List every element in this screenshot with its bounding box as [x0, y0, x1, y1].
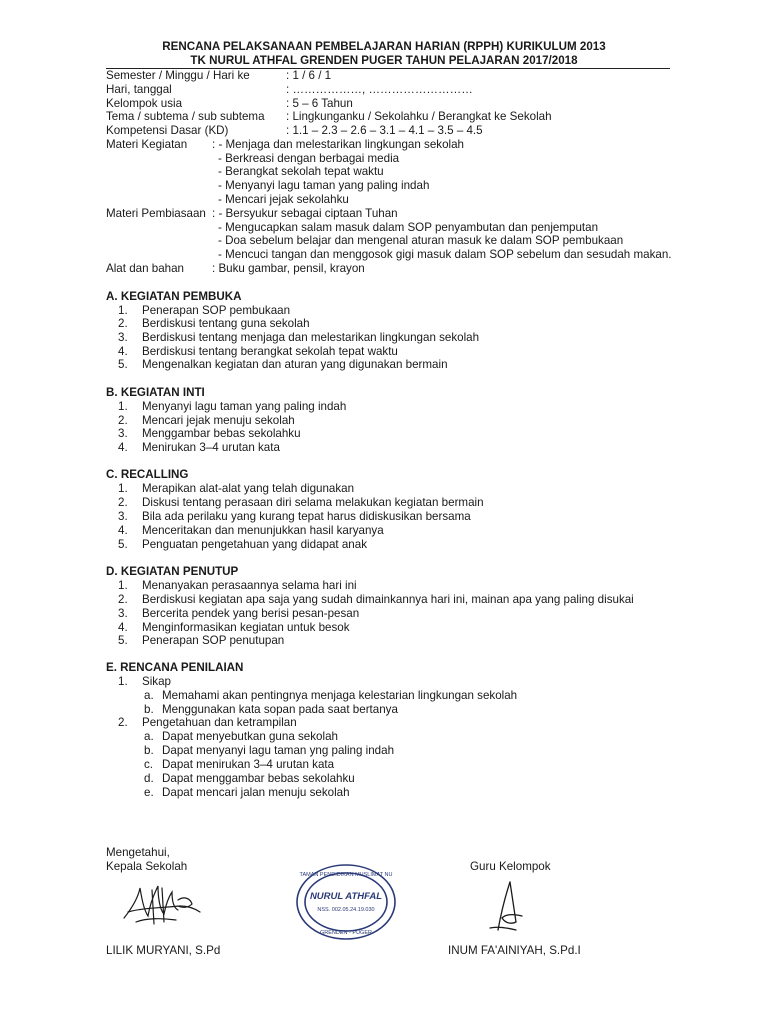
list-item: Penerapan SOP pembukaan: [142, 304, 291, 317]
info-label-semester: Semester / Minggu / Hari ke: [106, 69, 250, 82]
info-label-kelompok: Kelompok usia: [106, 97, 183, 110]
list-item: Bila ada perilaku yang kurang tepat harus didiskusikan bersama: [142, 510, 471, 523]
list-number: 5.: [118, 538, 128, 551]
sublist-letter: e.: [144, 786, 154, 799]
list-number: 2.: [118, 496, 128, 509]
info-value-hari: : ………………, ………………………: [286, 83, 473, 96]
list-number: 1.: [118, 482, 128, 495]
kepala-sekolah-name: LILIK MURYANI, S.Pd: [106, 944, 221, 957]
materi-kegiatan-item: - Berkreasi dengan berbagai media: [218, 152, 400, 165]
list-item: Diskusi tentang perasaan diri selama melakukan kegiatan bermain: [142, 496, 484, 509]
list-item: Mengenalkan kegiatan dan aturan yang digunakan bermain: [142, 358, 448, 371]
kepala-sekolah-label: Kepala Sekolah: [106, 860, 188, 873]
sublist-letter: d.: [144, 772, 154, 785]
list-item: Menanyakan perasaannya selama hari ini: [142, 579, 357, 592]
info-label-kd: Kompetensi Dasar (KD): [106, 124, 229, 137]
materi-pembiasaan-label: Materi Pembiasaan: [106, 207, 206, 220]
kepala-signature: [118, 878, 208, 934]
section-b-title: B. KEGIATAN INTI: [106, 386, 205, 399]
document-title-line2: TK NURUL ATHFAL GRENDEN PUGER TAHUN PELAJARAN 2017/2018: [190, 54, 578, 67]
list-item: Penguatan pengetahuan yang didapat anak: [142, 538, 367, 551]
sublist-item: Dapat menggambar bebas sekolahku: [162, 772, 355, 785]
list-item: Berdiskusi kegiatan apa saja yang sudah dimainkannya hari ini, mainan apa yang paling disukai: [142, 593, 634, 606]
list-number: 2.: [118, 414, 128, 427]
list-number: 1.: [118, 675, 128, 688]
info-value-kd: : 1.1 – 2.3 – 2.6 – 3.1 – 4.1 – 3.5 – 4.5: [286, 124, 483, 137]
materi-pembiasaan-item: - Mencuci tangan dan menggosok gigi masuk dalam SOP sebelum dan sesudah makan.: [218, 248, 672, 261]
sublist-item: Menggunakan kata sopan pada saat bertanya: [162, 703, 398, 716]
list-number: 2.: [118, 593, 128, 606]
sublist-item: Dapat mencari jalan menuju sekolah: [162, 786, 350, 799]
guru-kelompok-label: Guru Kelompok: [470, 860, 551, 873]
stamp-bottom-text: GRENDEN - PUGER: [320, 930, 372, 936]
materi-pembiasaan-item: - Doa sebelum belajar dan mengenal aturan masuk ke dalam SOP pembukaan: [218, 234, 624, 247]
stamp-school-name: NURUL ATHFAL: [309, 891, 383, 902]
school-stamp: [294, 862, 398, 942]
sublist-item: Dapat menirukan 3–4 urutan kata: [162, 758, 335, 771]
sublist-letter: c.: [144, 758, 154, 771]
alat-value: : Buku gambar, pensil, krayon: [212, 262, 365, 275]
materi-kegiatan-label: Materi Kegiatan: [106, 138, 188, 151]
list-item: Merapikan alat-alat yang telah digunakan: [142, 482, 355, 495]
materi-kegiatan-item: - Menyanyi lagu taman yang paling indah: [218, 179, 430, 192]
sublist-item: Memahami akan pentingnya menjaga kelestarian lingkungan sekolah: [162, 689, 518, 702]
sublist-item: Dapat menyebutkan guna sekolah: [162, 730, 338, 743]
materi-pembiasaan-item: : - Bersyukur sebagai ciptaan Tuhan: [212, 207, 398, 220]
info-value-kelompok: : 5 – 6 Tahun: [286, 97, 353, 110]
list-number: 4.: [118, 524, 128, 537]
alat-label: Alat dan bahan: [106, 262, 185, 275]
list-number: 4.: [118, 441, 128, 454]
guru-kelompok-name: INUM FA'AINIYAH, S.Pd.I: [448, 944, 581, 957]
sublist-item: Dapat menyanyi lagu taman yng paling indah: [162, 744, 395, 757]
list-number: 4.: [118, 345, 128, 358]
materi-pembiasaan-item: - Mengucapkan salam masuk dalam SOP penyambutan dan penjemputan: [218, 221, 599, 234]
list-item: Menceritakan dan menunjukkan hasil karyanya: [142, 524, 384, 537]
list-item: Penerapan SOP penutupan: [142, 634, 285, 647]
stamp-top-text: TAMAN PENDIDIKAN MUSLIMAT NU: [299, 872, 393, 878]
info-label-tema: Tema / subtema / sub subtema: [106, 110, 265, 123]
list-item: Menggambar bebas sekolahku: [142, 427, 301, 440]
list-item: Berdiskusi tentang guna sekolah: [142, 317, 310, 330]
list-number: 3.: [118, 427, 128, 440]
list-number: 5.: [118, 358, 128, 371]
info-value-tema: : Lingkunganku / Sekolahku / Berangkat ke Sekolah: [286, 110, 552, 123]
mengetahui-label: Mengetahui,: [106, 846, 170, 859]
info-value-semester: : 1 / 6 / 1: [286, 69, 332, 82]
list-item: Berdiskusi tentang menjaga dan melestarikan lingkungan sekolah: [142, 331, 480, 344]
list-number: 5.: [118, 634, 128, 647]
list-item: Berdiskusi tentang berangkat sekolah tepat waktu: [142, 345, 398, 358]
list-item: Menginformasikan kegiatan untuk besok: [142, 621, 350, 634]
list-item: Pengetahuan dan ketrampilan: [142, 716, 297, 729]
materi-kegiatan-item: - Berangkat sekolah tepat waktu: [218, 165, 384, 178]
list-item: Menyanyi lagu taman yang paling indah: [142, 400, 347, 413]
list-item: Bercerita pendek yang berisi pesan-pesan: [142, 607, 360, 620]
list-number: 4.: [118, 621, 128, 634]
list-number: 3.: [118, 331, 128, 344]
list-item: Mencari jejak menuju sekolah: [142, 414, 295, 427]
materi-kegiatan-item: : - Menjaga dan melestarikan lingkungan sekolah: [212, 138, 464, 151]
list-item: Menirukan 3–4 urutan kata: [142, 441, 280, 454]
list-number: 1.: [118, 400, 128, 413]
list-number: 2.: [118, 716, 128, 729]
list-number: 3.: [118, 510, 128, 523]
sublist-letter: a.: [144, 730, 154, 743]
section-e-title: E. RENCANA PENILAIAN: [106, 661, 244, 674]
sublist-letter: a.: [144, 689, 154, 702]
list-number: 3.: [118, 607, 128, 620]
list-number: 2.: [118, 317, 128, 330]
materi-kegiatan-item: - Mencari jejak sekolahku: [218, 193, 349, 206]
list-number: 1.: [118, 304, 128, 317]
section-c-title: C. RECALLING: [106, 468, 189, 481]
sublist-letter: b.: [144, 744, 154, 757]
section-d-title: D. KEGIATAN PENUTUP: [106, 565, 239, 578]
list-item: Sikap: [142, 675, 172, 688]
guru-signature: [482, 878, 532, 938]
info-label-hari: Hari, tanggal: [106, 83, 172, 96]
section-a-title: A. KEGIATAN PEMBUKA: [106, 290, 242, 303]
list-number: 1.: [118, 579, 128, 592]
sublist-letter: b.: [144, 703, 154, 716]
stamp-nss: NSS. 002.05.24.19.030: [317, 907, 375, 913]
document-title-line1: RENCANA PELAKSANAAN PEMBELAJARAN HARIAN (RPPH) KURIKULUM 2013: [162, 40, 606, 53]
